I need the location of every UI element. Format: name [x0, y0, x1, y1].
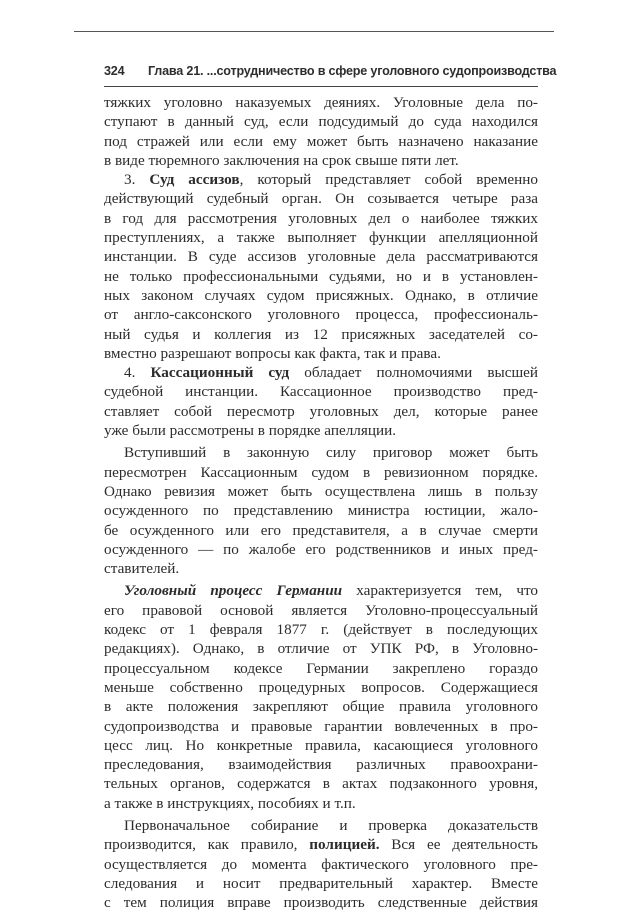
- text-line: процессуальном кодексе Германии закреплено гораздо: [104, 659, 538, 677]
- text-line: ных законом случаях судом присяжных. Однако, в отличие: [104, 286, 538, 304]
- text-line: следования и носит предварительный характер. Вместе: [104, 874, 538, 892]
- text-line: судопроизводства и правовые гарантии вовлеченных в про-: [104, 717, 538, 735]
- paragraph-germany: [104, 581, 538, 813]
- paragraph-assize-court: [104, 170, 538, 363]
- line-text: Вся ее деятельность: [379, 836, 538, 854]
- text-line: от англо-саксонского уголовного процесса, профессиональ-: [104, 306, 538, 324]
- text-line: Однако ревизия может быть осуществлена лишь в пользу: [104, 482, 538, 500]
- text-line: вместно разрешают вопросы как факта, так и права.: [104, 344, 441, 362]
- page-number: 324: [104, 64, 125, 78]
- text-line: осужденного по представлению министра юстиции, жало-: [104, 502, 538, 520]
- text-line: редакциях). Однако, в отличие от УПК РФ, в Уголовно-: [104, 640, 538, 658]
- page-body: [104, 93, 538, 912]
- line-text: , который представляет собой временно: [239, 171, 538, 189]
- text-line: преследования, взаимодействия различных правоохрани-: [104, 756, 538, 774]
- paragraph-police: [104, 816, 538, 912]
- term-cassation-court: Кассационный суд: [150, 364, 290, 382]
- line-text: обладает полномочиями высшей: [289, 364, 538, 382]
- text-line: с тем полиция вправе производить следственные действия: [104, 894, 538, 912]
- text-line: [104, 581, 538, 600]
- text-line: а также в инструкциях, пособиях и т.п.: [104, 794, 356, 812]
- text-line: меньше собственно процедурных вопросов. Содержащиеся: [104, 678, 538, 696]
- text-line: инстанции. В суде ассизов уголовные дела рассматриваются: [104, 248, 538, 266]
- text-line: Вступивший в законную силу приговор может быть: [124, 444, 538, 462]
- line-text: характеризуется тем, что: [342, 582, 538, 600]
- text-line: ставителей.: [104, 560, 180, 578]
- paragraph-revision: [104, 443, 538, 578]
- term-assize-court: Суд ассизов: [149, 171, 240, 189]
- header-rule: [104, 86, 538, 87]
- text-line: действующий судебный орган. Он созывается четыре раза: [104, 190, 538, 208]
- top-border-rule: [74, 31, 554, 32]
- term-germany-process: Уголовный процесс Германии: [124, 582, 343, 600]
- text-line: [104, 363, 538, 382]
- text-line: ный судья и коллегия из 12 присяжных заседателей со-: [104, 325, 538, 343]
- paragraph-cassation-court: [104, 363, 538, 440]
- term-police: полицией.: [309, 836, 380, 854]
- text-line: кодекс от 1 февраля 1877 г. (действует в последующих: [104, 621, 538, 639]
- text-line: тяжких уголовно наказуемых деяниях. Уголовные дела по-: [104, 94, 538, 111]
- text-line: преступлениях, а также выполняет функции апелляционной: [104, 229, 538, 247]
- text-line: [104, 170, 538, 189]
- text-line: осужденного — по жалобе его родственников и иных пред-: [104, 540, 538, 558]
- text-line: ставляет собой пересмотр уголовных дел, которые ранее: [104, 402, 538, 420]
- text-line: цесс лиц. Но конкретные правила, касающиеся уголовного: [104, 736, 538, 754]
- text-line: в год для рассмотрения уголовных дел о наиболее тяжких: [104, 209, 538, 227]
- text-line: уже были рассмотрены в порядке апелляции.: [104, 422, 397, 440]
- text-line: в акте положения закрепляют общие правила уголовного: [104, 698, 538, 716]
- text-line: Первоначальное собирание и проверка доказательств: [124, 816, 538, 834]
- paragraph-continuation: [104, 93, 538, 170]
- text-line: тельных органов, содержатся в актах подзаконного уровня,: [104, 775, 538, 793]
- text-line: судебной инстанции. Кассационное производство пред-: [104, 383, 538, 401]
- line-text: производится, как правило,: [104, 836, 310, 854]
- running-header: [104, 64, 557, 86]
- text-line: ступают в данный суд, если подсудимый до суда находился: [104, 113, 538, 131]
- text-line: в виде тюремного заключения на срок свыше пяти лет.: [104, 151, 459, 169]
- text-line: пересмотрен Кассационным судом в ревизионном порядке.: [104, 463, 538, 481]
- text-line: [104, 835, 538, 854]
- item-number: 4.: [124, 364, 151, 382]
- text-line: под стражей или если ему может быть назначено наказание: [104, 132, 538, 150]
- text-line: бе осужденного или его представителя, а в случае смерти: [104, 521, 538, 539]
- text-line: его правовой основой является Уголовно-процессуальный: [104, 601, 538, 619]
- chapter-title: Глава 21. ...сотрудничество в сфере уголовного судопроизводства: [148, 64, 557, 78]
- item-number: 3.: [124, 171, 150, 189]
- text-line: осуществляется до момента фактического уголовного пре-: [104, 855, 538, 873]
- text-line: не только профессиональными судьями, но и в установлен-: [104, 267, 538, 285]
